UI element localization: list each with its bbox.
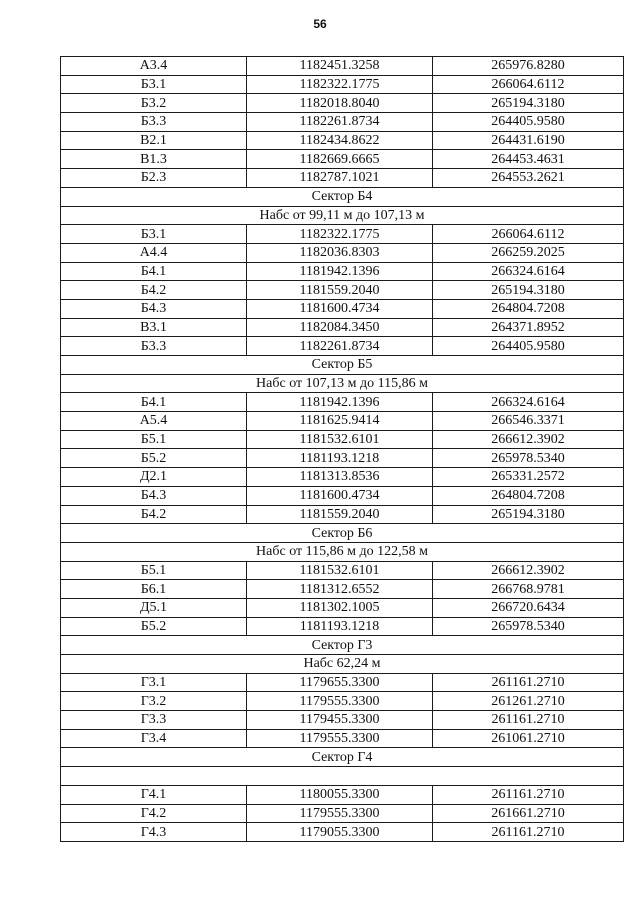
y-coordinate-cell: 261161.2710: [433, 673, 624, 692]
table-row: [61, 486, 624, 505]
y-coordinate-cell: 264804.7208: [433, 299, 624, 318]
x-coordinate-cell: 1181600.4734: [247, 299, 433, 318]
y-coordinate-cell: 265194.3180: [433, 281, 624, 300]
table-row: [61, 337, 624, 356]
y-coordinate-cell: 261261.2710: [433, 692, 624, 711]
section-header-row: [61, 636, 624, 655]
x-coordinate-cell: 1182084.3450: [247, 318, 433, 337]
point-name-cell: Б3.3: [61, 113, 247, 132]
section-header-text: [61, 767, 624, 786]
table-row: [61, 393, 624, 412]
y-coordinate-cell: 266324.6164: [433, 262, 624, 281]
coordinates-table: [60, 56, 624, 842]
section-header-text: Сектор Г3: [61, 636, 624, 655]
point-name-cell: Д5.1: [61, 598, 247, 617]
x-coordinate-cell: 1182018.8040: [247, 94, 433, 113]
point-name-cell: Г4.3: [61, 823, 247, 842]
y-coordinate-cell: 261061.2710: [433, 729, 624, 748]
table-row: [61, 617, 624, 636]
section-header-text: Набс от 99,11 м до 107,13 м: [61, 206, 624, 225]
table-row: [61, 94, 624, 113]
x-coordinate-cell: 1181312.6552: [247, 580, 433, 599]
section-header-text: Набс от 107,13 м до 115,86 м: [61, 374, 624, 393]
point-name-cell: Б5.2: [61, 617, 247, 636]
y-coordinate-cell: 264431.6190: [433, 131, 624, 150]
x-coordinate-cell: 1179555.3300: [247, 804, 433, 823]
section-header-text: Сектор Г4: [61, 748, 624, 767]
section-header-text: Сектор Б5: [61, 356, 624, 375]
table-row: [61, 281, 624, 300]
y-coordinate-cell: 261161.2710: [433, 711, 624, 730]
x-coordinate-cell: 1181559.2040: [247, 505, 433, 524]
point-name-cell: А4.4: [61, 243, 247, 262]
table-row: [61, 169, 624, 188]
point-name-cell: А3.4: [61, 57, 247, 76]
point-name-cell: Б3.2: [61, 94, 247, 113]
table-row: [61, 823, 624, 842]
x-coordinate-cell: 1181559.2040: [247, 281, 433, 300]
y-coordinate-cell: 266546.3371: [433, 412, 624, 431]
x-coordinate-cell: 1181942.1396: [247, 393, 433, 412]
section-header-row: [61, 524, 624, 543]
y-coordinate-cell: 264553.2621: [433, 169, 624, 188]
y-coordinate-cell: 264371.8952: [433, 318, 624, 337]
point-name-cell: Г3.3: [61, 711, 247, 730]
table-row: [61, 580, 624, 599]
coordinates-table-body: [61, 57, 624, 842]
y-coordinate-cell: 261161.2710: [433, 785, 624, 804]
x-coordinate-cell: 1181313.8536: [247, 468, 433, 487]
table-row: [61, 711, 624, 730]
point-name-cell: Б5.2: [61, 449, 247, 468]
y-coordinate-cell: 265194.3180: [433, 94, 624, 113]
point-name-cell: Г4.1: [61, 785, 247, 804]
y-coordinate-cell: 266768.9781: [433, 580, 624, 599]
point-name-cell: Б6.1: [61, 580, 247, 599]
y-coordinate-cell: 266612.3902: [433, 430, 624, 449]
point-name-cell: Б4.2: [61, 505, 247, 524]
section-header-row: [61, 374, 624, 393]
table-row: [61, 505, 624, 524]
x-coordinate-cell: 1181942.1396: [247, 262, 433, 281]
section-header-text: Набс от 115,86 м до 122,58 м: [61, 542, 624, 561]
table-row: [61, 299, 624, 318]
x-coordinate-cell: 1179055.3300: [247, 823, 433, 842]
x-coordinate-cell: 1182669.6665: [247, 150, 433, 169]
y-coordinate-cell: 264453.4631: [433, 150, 624, 169]
table-row: [61, 318, 624, 337]
table-row: [61, 57, 624, 76]
x-coordinate-cell: 1181193.1218: [247, 617, 433, 636]
table-row: [61, 673, 624, 692]
section-header-text: Сектор Б4: [61, 187, 624, 206]
x-coordinate-cell: 1179655.3300: [247, 673, 433, 692]
x-coordinate-cell: 1181193.1218: [247, 449, 433, 468]
point-name-cell: В3.1: [61, 318, 247, 337]
y-coordinate-cell: 261161.2710: [433, 823, 624, 842]
section-header-text: Набс 62,24 м: [61, 655, 624, 674]
y-coordinate-cell: 264804.7208: [433, 486, 624, 505]
y-coordinate-cell: 264405.9580: [433, 337, 624, 356]
x-coordinate-cell: 1182322.1775: [247, 75, 433, 94]
y-coordinate-cell: 265976.8280: [433, 57, 624, 76]
point-name-cell: Г4.2: [61, 804, 247, 823]
x-coordinate-cell: 1179455.3300: [247, 711, 433, 730]
x-coordinate-cell: 1181302.1005: [247, 598, 433, 617]
x-coordinate-cell: 1181532.6101: [247, 430, 433, 449]
point-name-cell: Г3.2: [61, 692, 247, 711]
section-header-row: [61, 206, 624, 225]
table-row: [61, 113, 624, 132]
table-row: [61, 75, 624, 94]
table-row: [61, 729, 624, 748]
point-name-cell: Б4.3: [61, 486, 247, 505]
y-coordinate-cell: 264405.9580: [433, 113, 624, 132]
point-name-cell: Б4.1: [61, 262, 247, 281]
section-header-row: [61, 767, 624, 786]
section-header-row: [61, 542, 624, 561]
x-coordinate-cell: 1181532.6101: [247, 561, 433, 580]
x-coordinate-cell: 1182261.8734: [247, 113, 433, 132]
x-coordinate-cell: 1181600.4734: [247, 486, 433, 505]
point-name-cell: Б4.3: [61, 299, 247, 318]
y-coordinate-cell: 265978.5340: [433, 449, 624, 468]
table-row: [61, 785, 624, 804]
point-name-cell: В1.3: [61, 150, 247, 169]
section-header-row: [61, 748, 624, 767]
y-coordinate-cell: 261661.2710: [433, 804, 624, 823]
table-row: [61, 804, 624, 823]
y-coordinate-cell: 266720.6434: [433, 598, 624, 617]
x-coordinate-cell: 1181625.9414: [247, 412, 433, 431]
table-row: [61, 131, 624, 150]
point-name-cell: А5.4: [61, 412, 247, 431]
section-header-row: [61, 356, 624, 375]
table-row: [61, 561, 624, 580]
table-row: [61, 262, 624, 281]
x-coordinate-cell: 1182787.1021: [247, 169, 433, 188]
point-name-cell: Д2.1: [61, 468, 247, 487]
x-coordinate-cell: 1180055.3300: [247, 785, 433, 804]
point-name-cell: Б5.1: [61, 561, 247, 580]
x-coordinate-cell: 1182434.8622: [247, 131, 433, 150]
y-coordinate-cell: 266064.6112: [433, 225, 624, 244]
y-coordinate-cell: 266259.2025: [433, 243, 624, 262]
table-row: [61, 225, 624, 244]
y-coordinate-cell: 265331.2572: [433, 468, 624, 487]
table-row: [61, 449, 624, 468]
point-name-cell: Б5.1: [61, 430, 247, 449]
point-name-cell: Б3.1: [61, 225, 247, 244]
table-row: [61, 692, 624, 711]
table-row: [61, 243, 624, 262]
x-coordinate-cell: 1179555.3300: [247, 729, 433, 748]
page-number: 56: [313, 17, 327, 31]
table-row: [61, 150, 624, 169]
point-name-cell: Б2.3: [61, 169, 247, 188]
y-coordinate-cell: 266324.6164: [433, 393, 624, 412]
x-coordinate-cell: 1182451.3258: [247, 57, 433, 76]
point-name-cell: В2.1: [61, 131, 247, 150]
point-name-cell: Г3.1: [61, 673, 247, 692]
point-name-cell: Г3.4: [61, 729, 247, 748]
x-coordinate-cell: 1182036.8303: [247, 243, 433, 262]
point-name-cell: Б4.2: [61, 281, 247, 300]
y-coordinate-cell: 266612.3902: [433, 561, 624, 580]
y-coordinate-cell: 265194.3180: [433, 505, 624, 524]
x-coordinate-cell: 1179555.3300: [247, 692, 433, 711]
section-header-row: [61, 655, 624, 674]
y-coordinate-cell: 265978.5340: [433, 617, 624, 636]
table-row: [61, 412, 624, 431]
point-name-cell: Б4.1: [61, 393, 247, 412]
y-coordinate-cell: 266064.6112: [433, 75, 624, 94]
section-header-text: Сектор Б6: [61, 524, 624, 543]
table-row: [61, 598, 624, 617]
x-coordinate-cell: 1182261.8734: [247, 337, 433, 356]
point-name-cell: Б3.3: [61, 337, 247, 356]
x-coordinate-cell: 1182322.1775: [247, 225, 433, 244]
table-row: [61, 430, 624, 449]
point-name-cell: Б3.1: [61, 75, 247, 94]
table-row: [61, 468, 624, 487]
section-header-row: [61, 187, 624, 206]
